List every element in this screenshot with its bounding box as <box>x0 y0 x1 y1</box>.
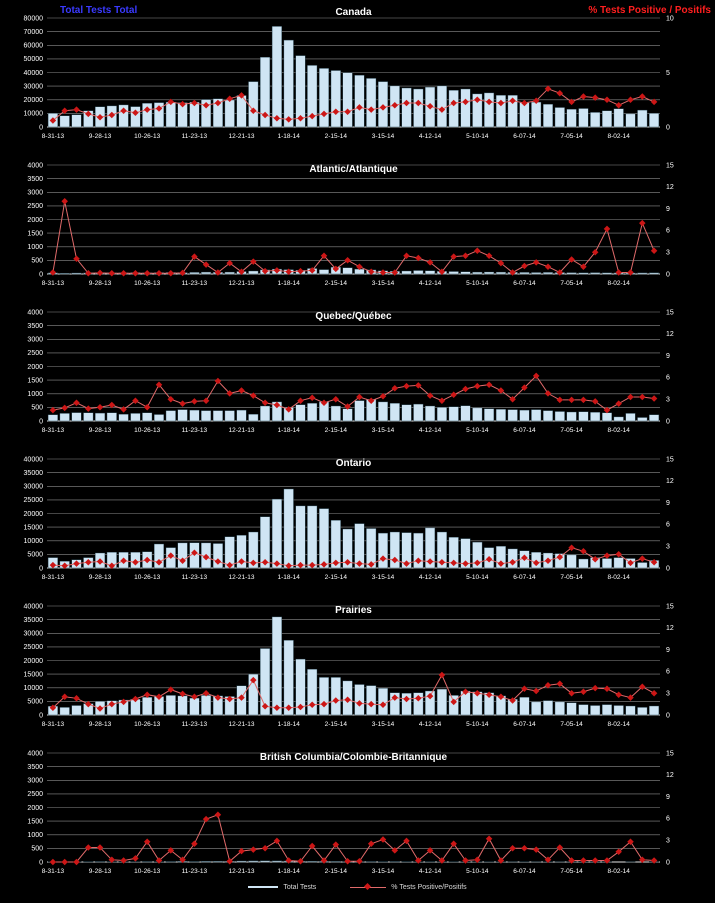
ontario-chart <box>0 445 715 592</box>
svg-text:11-23-13: 11-23-13 <box>181 133 208 140</box>
svg-text:15: 15 <box>666 750 674 758</box>
svg-text:0: 0 <box>39 271 43 279</box>
svg-text:50000: 50000 <box>23 56 43 64</box>
svg-text:9: 9 <box>666 352 670 360</box>
svg-text:2-15-14: 2-15-14 <box>324 868 348 875</box>
svg-text:7-05-14: 7-05-14 <box>560 133 583 140</box>
svg-text:12: 12 <box>666 625 674 633</box>
svg-text:Ontario: Ontario <box>335 458 372 469</box>
svg-text:2000: 2000 <box>27 363 43 371</box>
svg-text:20000: 20000 <box>23 97 43 104</box>
svg-text:11-23-13: 11-23-13 <box>181 868 208 875</box>
svg-text:2-15-14: 2-15-14 <box>324 721 348 728</box>
svg-text:9: 9 <box>666 646 670 654</box>
svg-text:9-28-13: 9-28-13 <box>88 280 112 287</box>
svg-text:12-21-13: 12-21-13 <box>228 574 255 581</box>
svg-text:9: 9 <box>666 205 670 213</box>
svg-text:5-10-14: 5-10-14 <box>466 868 489 875</box>
svg-text:3500: 3500 <box>27 322 43 330</box>
svg-text:1-18-14: 1-18-14 <box>277 721 300 728</box>
svg-text:1500: 1500 <box>27 377 43 385</box>
svg-text:9-28-13: 9-28-13 <box>88 574 112 581</box>
svg-text:3-15-14: 3-15-14 <box>371 280 395 287</box>
svg-text:3-15-14: 3-15-14 <box>371 868 395 875</box>
british-columbia-chart <box>0 739 715 886</box>
svg-text:4-12-14: 4-12-14 <box>418 721 442 728</box>
svg-text:1000: 1000 <box>27 391 43 398</box>
svg-text:2-15-14: 2-15-14 <box>324 574 348 581</box>
svg-text:7-05-14: 7-05-14 <box>560 574 583 581</box>
svg-text:6: 6 <box>666 227 670 235</box>
svg-text:11-23-13: 11-23-13 <box>181 721 208 728</box>
svg-text:0: 0 <box>666 565 670 573</box>
svg-text:2-15-14: 2-15-14 <box>324 133 348 140</box>
svg-text:12: 12 <box>666 184 674 192</box>
svg-text:6: 6 <box>666 374 670 382</box>
svg-text:15: 15 <box>666 603 674 611</box>
svg-text:9-28-13: 9-28-13 <box>88 868 112 875</box>
svg-text:British Columbia/Colombie-Brit: British Columbia/Colombie-Britannique <box>259 752 448 763</box>
svg-text:5: 5 <box>666 69 670 77</box>
svg-text:10-26-13: 10-26-13 <box>134 280 161 287</box>
svg-text:2-15-14: 2-15-14 <box>324 280 348 287</box>
svg-text:3500: 3500 <box>27 175 43 183</box>
right-axis-title: % Tests Positive / Positifs <box>588 5 711 16</box>
pct-positive-line-icon <box>350 887 386 888</box>
svg-text:1000: 1000 <box>27 832 43 839</box>
prairies-chart <box>0 592 715 739</box>
svg-text:4000: 4000 <box>27 309 43 317</box>
svg-text:0: 0 <box>39 124 43 132</box>
svg-text:6-07-14: 6-07-14 <box>513 868 536 875</box>
svg-text:80000: 80000 <box>23 15 43 23</box>
svg-text:8-02-14: 8-02-14 <box>607 868 630 875</box>
svg-text:5000: 5000 <box>27 698 43 706</box>
svg-text:1500: 1500 <box>27 818 43 826</box>
svg-text:3-15-14: 3-15-14 <box>371 574 395 581</box>
svg-text:4-12-14: 4-12-14 <box>418 133 442 140</box>
legend-total-tests-label: Total Tests <box>283 883 317 891</box>
svg-text:15000: 15000 <box>23 524 43 532</box>
svg-text:60000: 60000 <box>23 42 43 50</box>
svg-text:11-23-13: 11-23-13 <box>181 427 208 434</box>
svg-text:0: 0 <box>666 271 670 279</box>
svg-text:11-23-13: 11-23-13 <box>181 280 208 287</box>
svg-text:7-05-14: 7-05-14 <box>560 721 583 728</box>
svg-text:3-15-14: 3-15-14 <box>371 133 395 140</box>
svg-text:8-31-13: 8-31-13 <box>41 280 65 287</box>
svg-text:4-12-14: 4-12-14 <box>418 574 442 581</box>
quebec-chart <box>0 298 715 445</box>
svg-text:Atlantic/Atlantique: Atlantic/Atlantique <box>309 164 398 175</box>
svg-text:1-18-14: 1-18-14 <box>277 133 300 140</box>
svg-text:3: 3 <box>666 396 670 404</box>
svg-text:11-23-13: 11-23-13 <box>181 574 208 581</box>
svg-text:20000: 20000 <box>23 657 43 665</box>
svg-text:8-02-14: 8-02-14 <box>607 721 630 728</box>
panel-british-columbia <box>0 739 715 886</box>
svg-text:6-07-14: 6-07-14 <box>513 427 536 434</box>
svg-text:25000: 25000 <box>23 644 43 652</box>
svg-text:2500: 2500 <box>27 350 43 358</box>
svg-text:1-18-14: 1-18-14 <box>277 868 300 875</box>
atlantic-chart <box>0 151 715 298</box>
svg-text:7-05-14: 7-05-14 <box>560 280 583 287</box>
svg-text:6: 6 <box>666 521 670 529</box>
svg-text:2500: 2500 <box>27 203 43 211</box>
svg-text:5-10-14: 5-10-14 <box>466 280 489 287</box>
svg-text:0: 0 <box>666 124 670 132</box>
svg-text:15: 15 <box>666 162 674 170</box>
svg-text:12: 12 <box>666 478 674 486</box>
svg-text:2000: 2000 <box>27 216 43 224</box>
svg-text:3500: 3500 <box>27 763 43 771</box>
svg-text:Canada: Canada <box>335 7 372 18</box>
svg-text:12: 12 <box>666 772 674 780</box>
svg-text:25000: 25000 <box>23 497 43 505</box>
svg-text:3: 3 <box>666 690 670 698</box>
svg-text:9-28-13: 9-28-13 <box>88 721 112 728</box>
svg-text:2000: 2000 <box>27 804 43 812</box>
svg-text:500: 500 <box>31 257 43 265</box>
svg-text:3-15-14: 3-15-14 <box>371 721 395 728</box>
svg-text:20000: 20000 <box>23 510 43 518</box>
svg-text:0: 0 <box>666 418 670 426</box>
svg-text:3000: 3000 <box>27 189 43 197</box>
svg-text:4-12-14: 4-12-14 <box>418 280 442 287</box>
svg-text:10000: 10000 <box>23 685 43 692</box>
svg-text:30000: 30000 <box>23 483 43 491</box>
svg-text:1000: 1000 <box>27 244 43 251</box>
svg-text:1-18-14: 1-18-14 <box>277 427 300 434</box>
svg-text:9-28-13: 9-28-13 <box>88 427 112 434</box>
svg-text:6-07-14: 6-07-14 <box>513 280 536 287</box>
svg-text:4-12-14: 4-12-14 <box>418 427 442 434</box>
svg-text:10-26-13: 10-26-13 <box>134 868 161 875</box>
svg-text:5000: 5000 <box>27 551 43 559</box>
svg-text:3: 3 <box>666 837 670 845</box>
svg-text:35000: 35000 <box>23 469 43 477</box>
svg-text:8-02-14: 8-02-14 <box>607 280 630 287</box>
svg-text:30000: 30000 <box>23 630 43 638</box>
svg-text:9: 9 <box>666 499 670 507</box>
svg-text:40000: 40000 <box>23 456 43 464</box>
svg-text:12-21-13: 12-21-13 <box>228 280 255 287</box>
svg-text:5-10-14: 5-10-14 <box>466 133 489 140</box>
svg-text:3: 3 <box>666 249 670 257</box>
svg-text:8-02-14: 8-02-14 <box>607 427 630 434</box>
svg-text:Prairies: Prairies <box>335 605 372 616</box>
legend-pct-positive-label: % Tests Positive/Positifs <box>391 883 467 891</box>
svg-text:0: 0 <box>39 565 43 573</box>
svg-text:10000: 10000 <box>23 110 43 118</box>
svg-text:8-31-13: 8-31-13 <box>41 868 65 875</box>
svg-text:2500: 2500 <box>27 791 43 799</box>
svg-text:10-26-13: 10-26-13 <box>134 133 161 140</box>
svg-text:500: 500 <box>31 845 43 853</box>
svg-text:15: 15 <box>666 456 674 464</box>
svg-text:3000: 3000 <box>27 777 43 785</box>
svg-text:5-10-14: 5-10-14 <box>466 574 489 581</box>
panel-quebec <box>0 298 715 445</box>
svg-text:8-31-13: 8-31-13 <box>41 574 65 581</box>
legend <box>0 880 715 894</box>
total-tests-line-icon <box>248 886 278 888</box>
svg-text:1-18-14: 1-18-14 <box>277 574 300 581</box>
svg-text:7-05-14: 7-05-14 <box>560 868 583 875</box>
svg-text:8-02-14: 8-02-14 <box>607 574 630 581</box>
svg-text:3: 3 <box>666 543 670 551</box>
svg-text:Quebec/Québec: Quebec/Québec <box>315 311 392 322</box>
svg-text:15: 15 <box>666 309 674 317</box>
svg-text:15000: 15000 <box>23 671 43 679</box>
svg-text:4000: 4000 <box>27 750 43 758</box>
svg-text:40000: 40000 <box>23 69 43 77</box>
svg-text:6-07-14: 6-07-14 <box>513 574 536 581</box>
svg-text:4000: 4000 <box>27 162 43 170</box>
panel-canada <box>0 4 715 151</box>
panel-prairies <box>0 592 715 739</box>
svg-text:12-21-13: 12-21-13 <box>228 427 255 434</box>
svg-text:10-26-13: 10-26-13 <box>134 427 161 434</box>
svg-text:500: 500 <box>31 404 43 412</box>
svg-text:8-31-13: 8-31-13 <box>41 721 65 728</box>
svg-text:6: 6 <box>666 668 670 676</box>
svg-text:40000: 40000 <box>23 603 43 611</box>
svg-text:6-07-14: 6-07-14 <box>513 133 536 140</box>
svg-text:70000: 70000 <box>23 28 43 36</box>
svg-text:3000: 3000 <box>27 336 43 344</box>
svg-text:10-26-13: 10-26-13 <box>134 721 161 728</box>
svg-text:9: 9 <box>666 793 670 801</box>
svg-text:0: 0 <box>666 712 670 720</box>
svg-text:35000: 35000 <box>23 616 43 624</box>
svg-text:10000: 10000 <box>23 538 43 545</box>
svg-text:5-10-14: 5-10-14 <box>466 721 489 728</box>
svg-text:1-18-14: 1-18-14 <box>277 280 300 287</box>
left-axis-title: Total Tests Total <box>60 5 138 16</box>
svg-text:12-21-13: 12-21-13 <box>228 721 255 728</box>
svg-text:12-21-13: 12-21-13 <box>228 133 255 140</box>
svg-text:0: 0 <box>39 418 43 426</box>
svg-text:12: 12 <box>666 331 674 339</box>
svg-text:0: 0 <box>39 859 43 867</box>
svg-text:0: 0 <box>666 859 670 867</box>
svg-text:2-15-14: 2-15-14 <box>324 427 348 434</box>
svg-text:8-31-13: 8-31-13 <box>41 427 65 434</box>
panel-ontario <box>0 445 715 592</box>
svg-text:10-26-13: 10-26-13 <box>134 574 161 581</box>
canada-chart <box>0 4 715 151</box>
svg-text:6-07-14: 6-07-14 <box>513 721 536 728</box>
svg-text:8-02-14: 8-02-14 <box>607 133 630 140</box>
svg-text:6: 6 <box>666 815 670 823</box>
svg-text:10: 10 <box>666 15 674 23</box>
svg-text:5-10-14: 5-10-14 <box>466 427 489 434</box>
panel-atlantic <box>0 151 715 298</box>
svg-text:1500: 1500 <box>27 230 43 238</box>
svg-text:12-21-13: 12-21-13 <box>228 868 255 875</box>
svg-text:7-05-14: 7-05-14 <box>560 427 583 434</box>
svg-text:9-28-13: 9-28-13 <box>88 133 112 140</box>
svg-text:30000: 30000 <box>23 83 43 91</box>
diamond-marker-icon <box>364 883 371 890</box>
svg-text:3-15-14: 3-15-14 <box>371 427 395 434</box>
svg-text:0: 0 <box>39 712 43 720</box>
svg-text:8-31-13: 8-31-13 <box>41 133 65 140</box>
svg-text:4-12-14: 4-12-14 <box>418 868 442 875</box>
